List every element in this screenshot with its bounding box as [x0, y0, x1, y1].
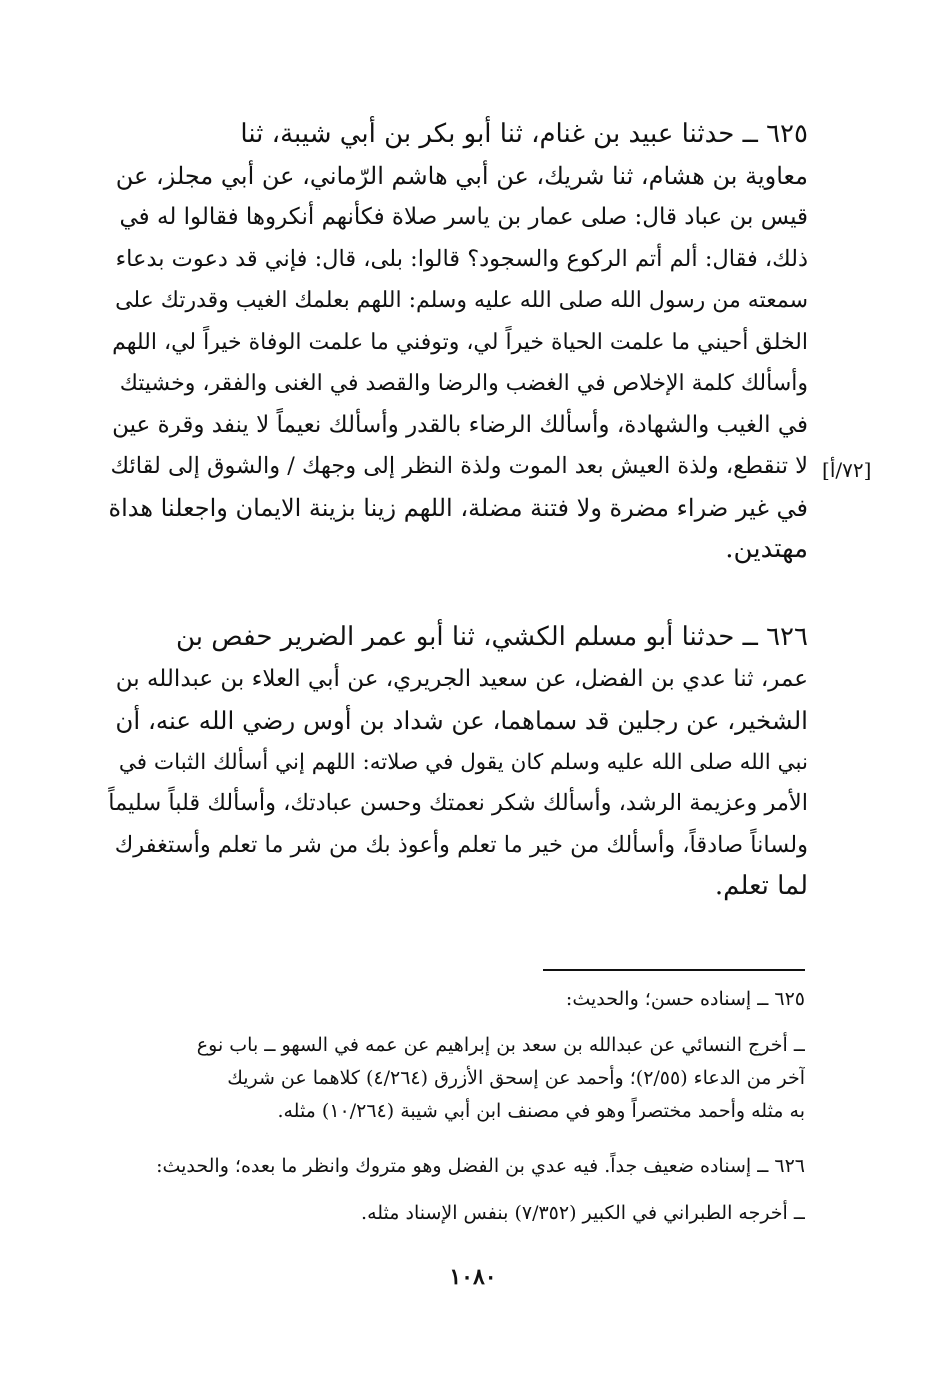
hadith-line: معاوية بن هشام، ثنا شريك، عن أبي هاشم الرّماني، عن أبي مجلز، عن	[115, 161, 808, 190]
manuscript-folio-marker: [٧٢/أ]	[822, 458, 872, 482]
hadith-line: ٦٢٥ ــ حدثنا عبيد بن غنام، ثنا أبو بكر بن أبي شيبة، ثنا	[240, 119, 808, 149]
hadith-line: ٦٢٦ ــ حدثنا أبو مسلم الكشي، ثنا أبو عمر الضرير حفص بن	[176, 622, 808, 652]
footnote-625-heading	[110, 983, 805, 1016]
hadith-line: وأسألك كلمة الإخلاص في الغضب والرضا والقصد في الغنى والفقر، وخشيتك	[119, 371, 808, 396]
hadith-line: لما تعلم.	[714, 871, 808, 901]
footnote-line: به مثله وأحمد مختصراً وهو في مصنف ابن أبي شيبة (١٠/٢٦٤) مثله.	[277, 1100, 805, 1122]
hadith-line: في غير ضراء مضرة ولا فتنة مضلة، اللهم زينا بزينة الايمان واجعلنا هداة	[108, 493, 808, 522]
hadith-line: في الغيب والشهادة، وأسألك الرضاء بالقدر وأسألك نعيماً لا ينفد وقرة عين	[112, 411, 808, 438]
footnote-line: آخر من الدعاء (٢/٥٥)؛ وأحمد عن إسحق الأزرق (٤/٢٦٤) كلاهما عن شريك	[227, 1067, 805, 1089]
hadith-line: سمعته من رسول الله صلى الله عليه وسلم: اللهم بعلمك الغيب وقدرتك على	[115, 288, 808, 313]
footnote-line: ٦٢٦ ــ إسناده ضعيف جداً. فيه عدي بن الفضل وهو متروك وانظر ما بعده؛ والحديث:	[156, 1155, 805, 1177]
hadith-line: ذلك، فقال: ألم أتم الركوع والسجود؟ قالوا: بلى، قال: فإني قد دعوت بدعاء	[115, 245, 808, 272]
hadith-line: نبي الله صلى الله عليه وسلم كان يقول في صلاته: اللهم إني أسألك الثبات في	[118, 749, 808, 775]
footnote-625-body	[110, 1029, 805, 1128]
footnote-626-body	[110, 1197, 805, 1230]
hadith-line: قيس بن عباد قال: صلى عمار بن ياسر صلاة فكأنهم أنكروها فقالوا له في	[119, 204, 808, 230]
footnote-626-heading	[110, 1150, 805, 1183]
footnote-line: ــ أخرج النسائي عن عبدالله بن سعد بن إبراهيم عن عمه في السهو ــ باب نوع	[196, 1034, 805, 1056]
hadith-line: عمر، ثنا عدي بن الفضل، عن سعيد الجريري، عن أبي العلاء بن عبدالله بن	[115, 665, 808, 692]
footnote-line: ــ أخرجه الطبراني في الكبير (٧/٣٥٢) بنفس الإسناد مثله.	[361, 1202, 805, 1224]
hadith-line: الخلق أحيني ما علمت الحياة خيراً لي، وتوفني ما علمت الوفاة خيراً لي، اللهم	[112, 329, 808, 355]
hadith-625	[108, 114, 808, 571]
footnote-line: ٦٢٥ ــ إسناده حسن؛ والحديث:	[565, 988, 805, 1010]
hadith-line: مهتدين.	[725, 534, 808, 564]
page-number: ١٠٨٠	[449, 1264, 497, 1290]
hadith-line: لا تنقطع، ولذة العيش بعد الموت ولذة النظر إلى وجهك / والشوق إلى لقائك	[110, 453, 808, 479]
hadith-626	[108, 617, 808, 908]
hadith-line: ولساناً صادقاً، وأسألك من خير ما تعلم وأعوذ بك من شر ما تعلم وأستغفرك	[114, 831, 808, 858]
footnote-divider	[543, 969, 805, 971]
hadith-line: الشخير، عن رجلين قد سماهما، عن شداد بن أوس رضي الله عنه، أن	[115, 706, 808, 735]
hadith-line: الأمر وعزيمة الرشد، وأسألك شكر نعمتك وحسن عبادتك، وأسألك قلباً سليماً	[108, 790, 808, 816]
